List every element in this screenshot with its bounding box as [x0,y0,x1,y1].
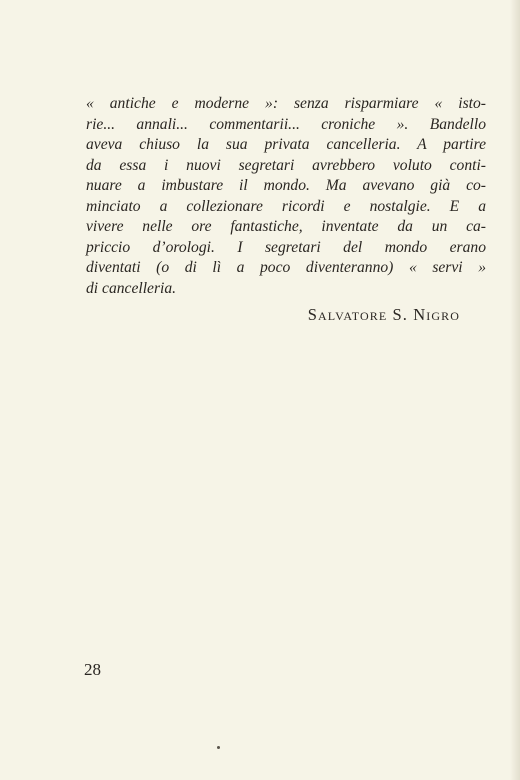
text-line: nuare a imbustare il mondo. Ma avevano già co- [86,177,486,194]
text-line: « antiche e moderne »: senza risparmiare « isto- [86,95,486,112]
text-line: vivere nelle ore fantastiche, inventate da un ca- [86,218,486,235]
text-line: aveva chiuso la sua privata cancelleria. A partire [86,136,486,153]
text-line: diventati (o di lì a poco diventeranno) « servi » [86,259,486,276]
text-line: priccio d’orologi. I segretari del mondo erano [86,238,486,256]
paper-speck [217,746,220,749]
page-number: 28 [84,660,101,679]
text-line: rie... annali... commentarii... croniche ». Bandello [86,115,486,133]
text-line-last: di cancelleria. [86,279,177,297]
text-line: da essa i nuovi segretari avrebbero voluto conti- [86,156,486,174]
body-paragraph [86,94,486,299]
text-line: minciato a collezionare ricordi e nostalgie. E a [86,197,486,215]
author-signature: Salvatore S. Nigro [307,305,460,324]
page-edge-shadow [510,0,520,780]
